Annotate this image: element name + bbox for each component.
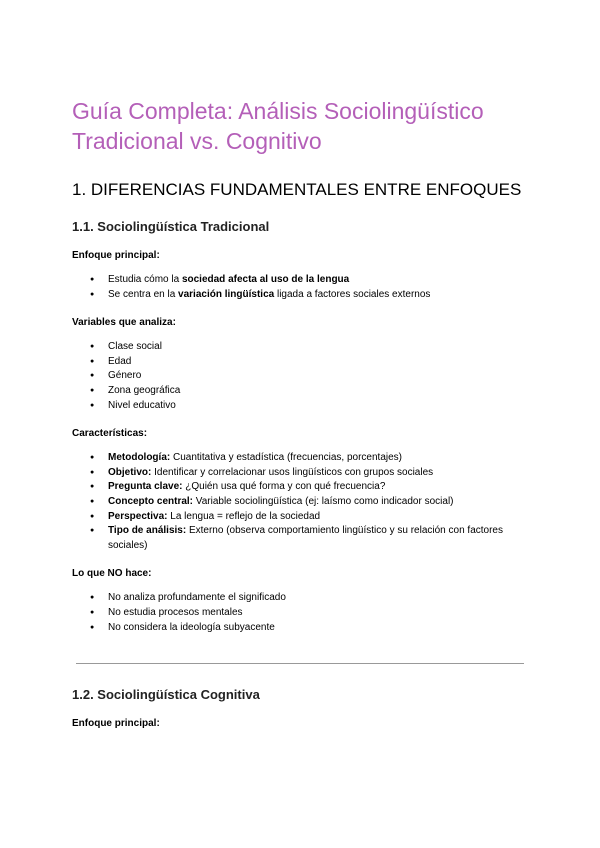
list-item [72, 510, 528, 525]
section-divider [76, 663, 524, 664]
list-item [72, 466, 528, 481]
list-item [72, 524, 528, 553]
list-item: ● Edad [72, 355, 528, 370]
list-item [72, 451, 528, 466]
list-item-bold: Perspectiva: [108, 510, 168, 522]
no-hace-list [72, 591, 528, 635]
list-item: ● Género [72, 369, 528, 384]
list-item-text: Identificar y correlacionar usos lingüísticos con grupos sociales [151, 466, 434, 478]
list-item-text: Externo (observa comportamiento lingüístico y su relación con factores sociales) [108, 525, 503, 551]
list-item: ● Clase social [72, 340, 528, 355]
list-item-text: La lengua = reflejo de la sociedad [167, 510, 321, 522]
list-item-bold: Concepto central: [108, 495, 194, 507]
list-item-bold: Pregunta clave: [108, 481, 183, 493]
list-item-text: ligada a factores sociales externos [274, 288, 431, 300]
caracteristicas-list [72, 451, 528, 553]
list-item [72, 480, 528, 495]
list-item-bold: Objetivo: [108, 466, 152, 478]
subsection-1-2-heading: 1.2. Sociolingüística Cognitiva [72, 687, 260, 703]
document-title: Guía Completa: Análisis Sociolingüístico Tradicional vs. Cognitivo [72, 98, 484, 154]
variables-list [72, 340, 528, 413]
list-item [72, 495, 528, 510]
list-item-text: Estudia cómo la [108, 274, 182, 285]
list-item-text: Variable sociolingüística (ej: laísmo como indicador social) [193, 495, 454, 507]
list-item: ● No considera la ideología subyacente [72, 621, 528, 636]
list-item [72, 288, 528, 303]
list-item-bold: variación lingüística [178, 288, 275, 300]
list-item [72, 273, 528, 288]
list-item: ● Nivel educativo [72, 399, 528, 414]
enfoque-principal-label: Enfoque principal: [72, 250, 160, 261]
enfoque-principal-label-2: Enfoque principal: [72, 718, 160, 730]
list-item-bold: sociedad afecta al uso de la lengua [181, 274, 350, 285]
section-1-heading: 1. DIFERENCIAS FUNDAMENTALES ENTRE ENFOQUES [72, 180, 522, 199]
list-item-bold: Metodología: [108, 452, 171, 464]
list-item-text: Cuantitativa y estadística (frecuencias, porcentajes) [170, 452, 402, 464]
list-item: ● No estudia procesos mentales [72, 606, 528, 621]
enfoque-list [72, 273, 528, 302]
variables-label: Variables que analiza: [72, 317, 176, 329]
list-item: ● Zona geográfica [72, 384, 528, 399]
subsection-1-1-heading: 1.1. Sociolingüística Tradicional [72, 219, 270, 234]
list-item-bold: Tipo de análisis: [108, 525, 187, 537]
list-item: ● No analiza profundamente el significado [72, 591, 528, 606]
no-hace-label: Lo que NO hace: [72, 568, 152, 580]
list-item-text: ¿Quién usa qué forma y con qué frecuencia? [182, 481, 386, 493]
list-item-text: Se centra en la [108, 288, 179, 300]
caracteristicas-label: Características: [72, 428, 148, 440]
